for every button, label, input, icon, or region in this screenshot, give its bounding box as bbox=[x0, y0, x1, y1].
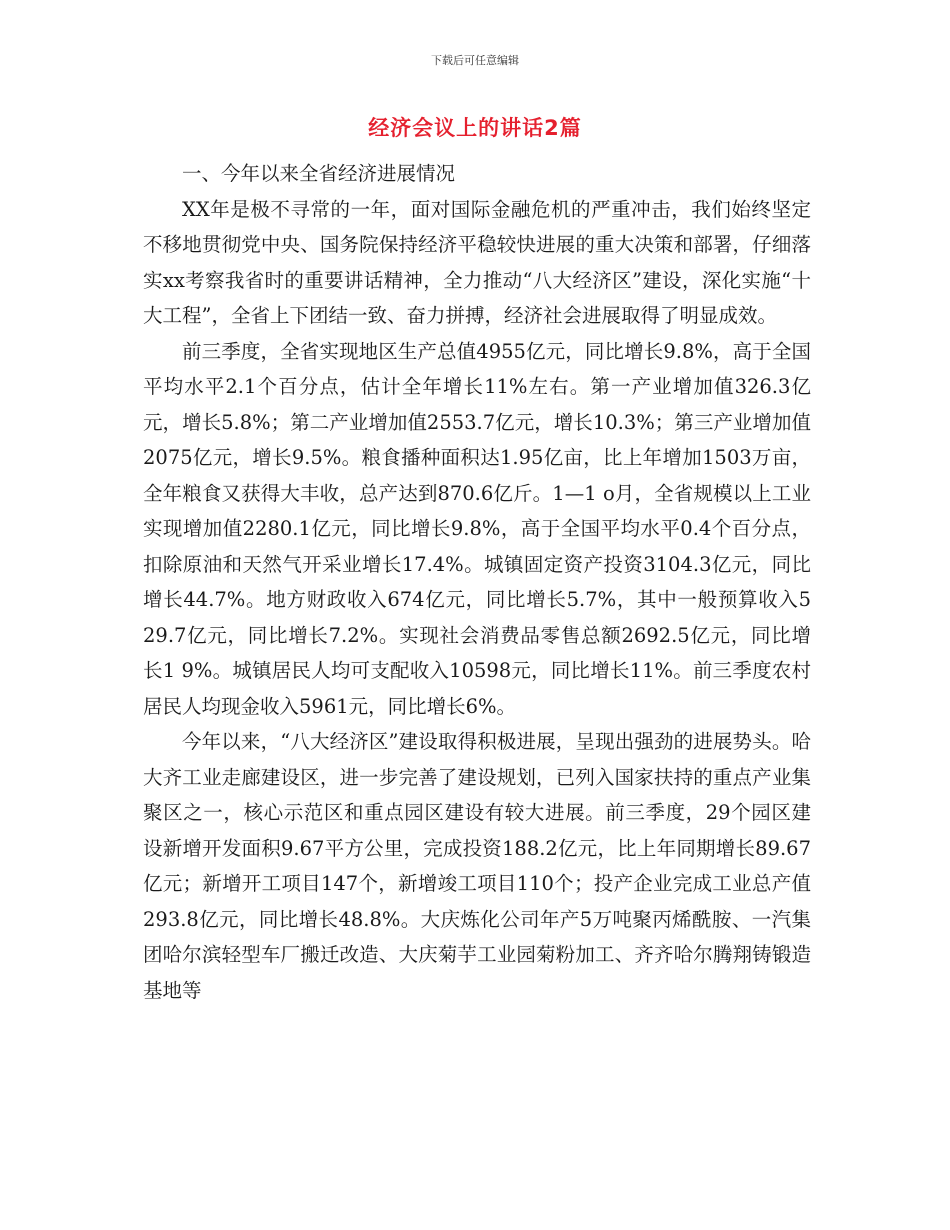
body-paragraph: 前三季度，全省实现地区生产总值4955亿元，同比增长9.8%，高于全国平均水平2.1个百分点，估计全年增长11%左右。第一产业增加值326.3亿元，增长5.8%；第二产业增加值2553.7亿元，增长10.3%；第三产业增加值2075亿元，增长9.5%。粮食播种面积达1.95亿亩，比上年增加1503万亩，全年粮食又获得大丰收，总产达到870.6亿斤。1—1 o月，全省规模以上工业实现增加值2280.1亿元，同比增长9.8%，高于全国平均水平0.4个百分点，扣除原油和天然气开采业增长17.4%。城镇固定资产投资3104.3亿元，同比增长44.7%。地方财政收入674亿元，同比增长5.7%，其中一般预算收入5 29.7亿元，同比增长7.2%。实现社会消费品零售总额2692.5亿元，同比增长1 9%。城镇居民人均可支配收入10598元，同比增长11%。前三季度农村居民人均现金收入5961元，同比增长6%。 bbox=[143, 339, 811, 718]
section-heading: 一、今年以来全省经济进展情况 bbox=[182, 162, 456, 185]
body-paragraph: XX年是极不寻常的一年，面对国际金融危机的严重冲击，我们始终坚定不移地贯彻党中央、国务院保持经济平稳较快进展的重大决策和部署，仔细落实xx考察我省时的重要讲话精神，全力推动“八大经济区”建设，深化实施“十大工程”，全省上下团结一致、奋力拼搏，经济社会进展取得了明显成效。 bbox=[143, 197, 811, 327]
document-title: 经济会议上的讲话2篇 bbox=[368, 116, 582, 140]
header-note: 下载后可任意编辑 bbox=[431, 54, 519, 67]
document-body bbox=[143, 156, 811, 1008]
body-paragraph: 今年以来，“八大经济区”建设取得积极进展，呈现出强劲的进展势头。哈大齐工业走廊建设区，进一步完善了建设规划，已列入国家扶持的重点产业集聚区之一，核心示范区和重点园区建设有较大进展。前三季度，29个园区建设新增开发面积9.67平方公里，完成投资188.2亿元，比上年同期增长89.67亿元；新增开工项目147个，新增竣工项目110个；投产企业完成工业总产值293.8亿元，同比增长48.8%。大庆炼化公司年产5万吨聚丙烯酰胺、一汽集团哈尔滨轻型车厂搬迁改造、大庆菊芋工业园菊粉加工、齐齐哈尔腾翔铸锻造基地等 bbox=[143, 730, 811, 1002]
